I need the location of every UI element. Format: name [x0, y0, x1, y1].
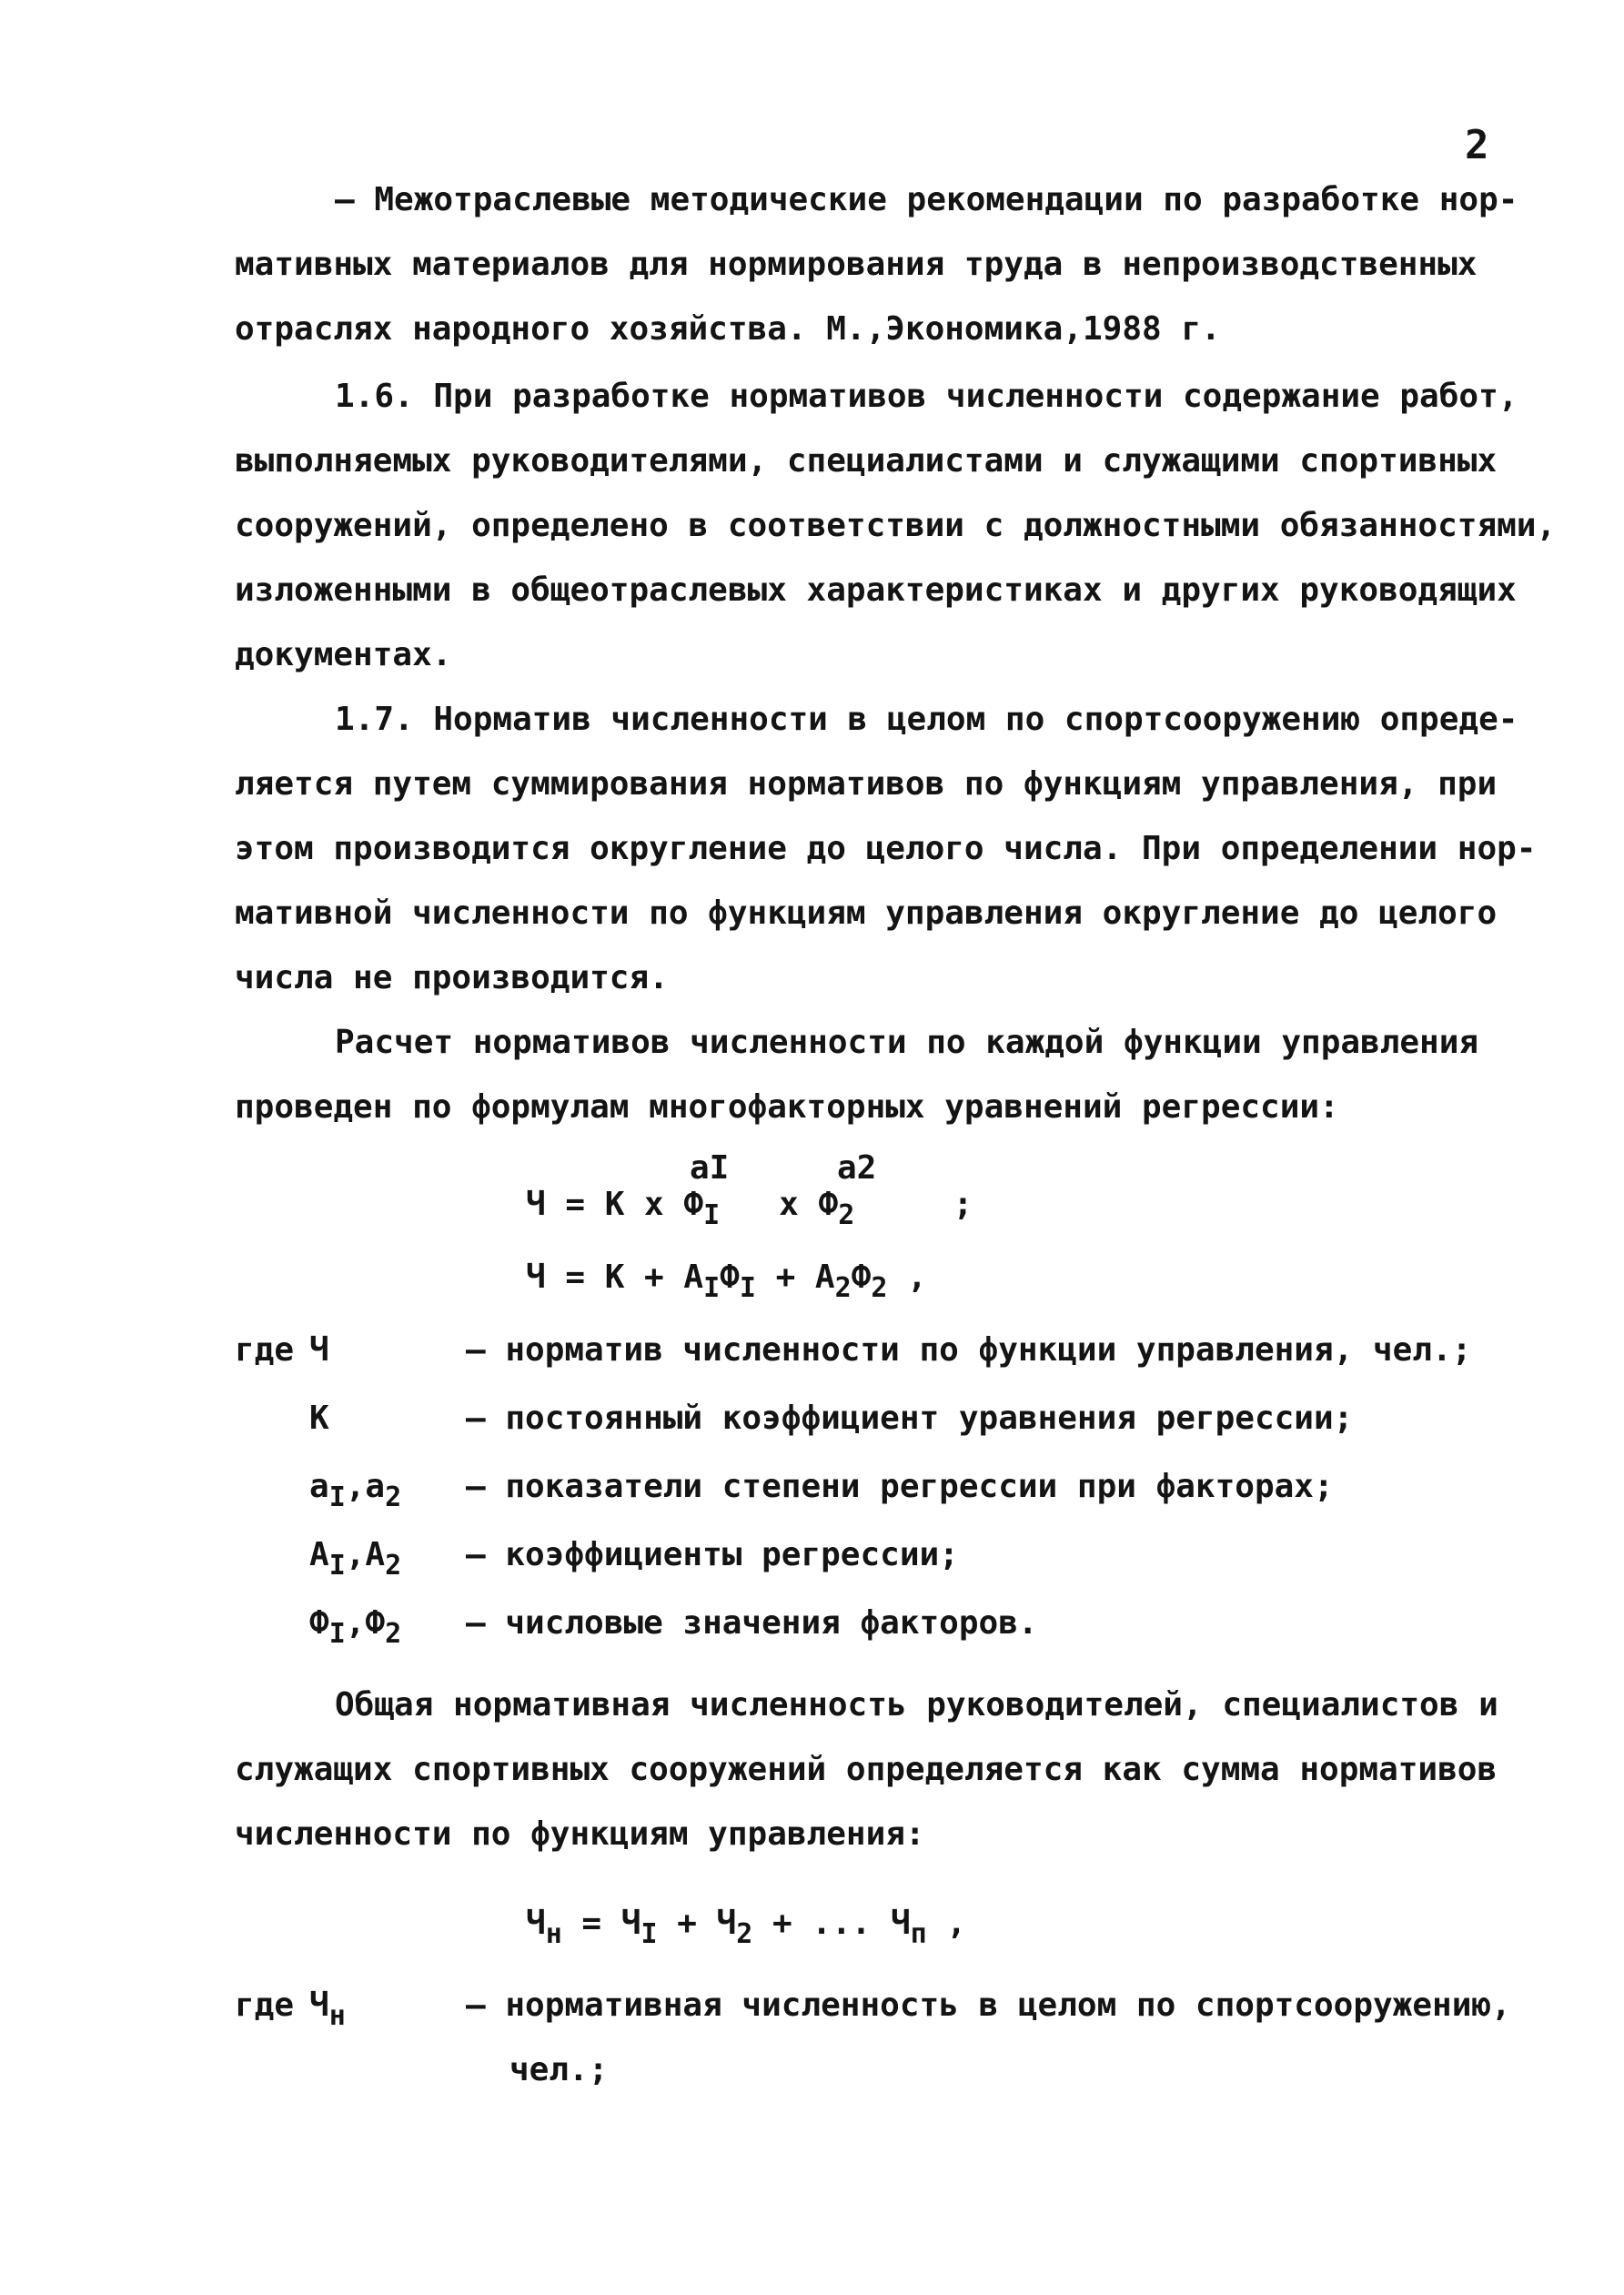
paragraph-1-6-line-3: сооружений, определено в соответствии с должностными обязанностями, [235, 507, 1557, 544]
paragraph-1-6-line-1: 1.6. При разработке нормативов численности содержание работ, [335, 378, 1518, 415]
calc-intro-line-1: Расчет нормативов численности по каждой функции управления [335, 1024, 1479, 1061]
total-paragraph-line-3: численности по функциям управления: [235, 1815, 925, 1853]
formula-1-exponent-2: a2 [837, 1149, 877, 1187]
paragraph-1-6-line-5: документах. [235, 636, 452, 673]
page-number: 2 [1465, 122, 1489, 168]
definition-symbol: $Ф_I,Ф_2$ [309, 1604, 402, 1650]
definition-description: – коэффициенты регрессии; [466, 1536, 959, 1573]
paragraph-1-7-line-4: мативной численности по функциям управления округление до целого [235, 895, 1498, 932]
formula-1-exponent-1: aI [690, 1149, 730, 1187]
total-paragraph-line-1: Общая нормативная численность руководителей, специалистов и [335, 1686, 1498, 1724]
paragraph-1-7-line-5: числа не производится. [235, 959, 669, 996]
paragraph-1-6-line-2: выполняемых руководителями, специалистами и служащими спортивных [235, 442, 1498, 480]
where-label-1: где [235, 1331, 295, 1369]
definition-symbol: $А_I,А_2$ [309, 1536, 402, 1582]
paragraph-1-7-line-1: 1.7. Норматив численности в целом по спортсооружению опреде- [335, 701, 1518, 738]
definition-description: – постоянный коэффициент уравнения регрессии; [466, 1400, 1354, 1437]
definition-description: – норматив численности по функции управления, чел.; [466, 1331, 1472, 1369]
paragraph-1-6-line-4: изложенными в общеотраслевых характеристиках и других руководящих [235, 571, 1517, 609]
definition-symbol: К [309, 1400, 329, 1437]
definition-description: – числовые значения факторов. [466, 1604, 1038, 1642]
where-label-2: где [235, 1987, 295, 2024]
reference-line-1: – Межотраслевые методические рекомендации по разработке нор- [335, 181, 1518, 218]
definition-description: – показатели степени регрессии при факторах; [466, 1468, 1334, 1505]
definition-symbol: Ч [309, 1331, 329, 1369]
definition-description-continuation: чел.; [509, 2051, 609, 2088]
formula-3: $Ч_н = Ч_I + Ч_2$ + ... $Ч_п$ , [526, 1905, 967, 1950]
paragraph-1-7-line-3: этом производится округление до целого числа. При определении нор- [235, 830, 1537, 867]
reference-line-2: мативных материалов для нормирования труда в непроизводственных [235, 246, 1478, 283]
definition-symbol: $а_I,а_2$ [309, 1468, 402, 1513]
definition-symbol: $Ч_н$ [309, 1987, 346, 2032]
formula-2: $Ч = К + А_IФ_I + А_2Ф_2$ , [526, 1259, 927, 1304]
definition-description: – нормативная численность в целом по спортсооружению, [466, 1987, 1511, 2024]
paragraph-1-7-line-2: ляется путем суммирования нормативов по функциям управления, при [235, 765, 1498, 803]
formula-1: Ч = К х $Ф_I$ х $Ф_2$ ; [526, 1186, 973, 1231]
calc-intro-line-2: проведен по формулам многофакторных уравнений регрессии: [235, 1088, 1339, 1126]
total-paragraph-line-2: служащих спортивных сооружений определяется как сумма нормативов [235, 1751, 1498, 1788]
reference-line-3: отраслях народного хозяйства. М.,Экономика,1988 г. [235, 310, 1221, 348]
